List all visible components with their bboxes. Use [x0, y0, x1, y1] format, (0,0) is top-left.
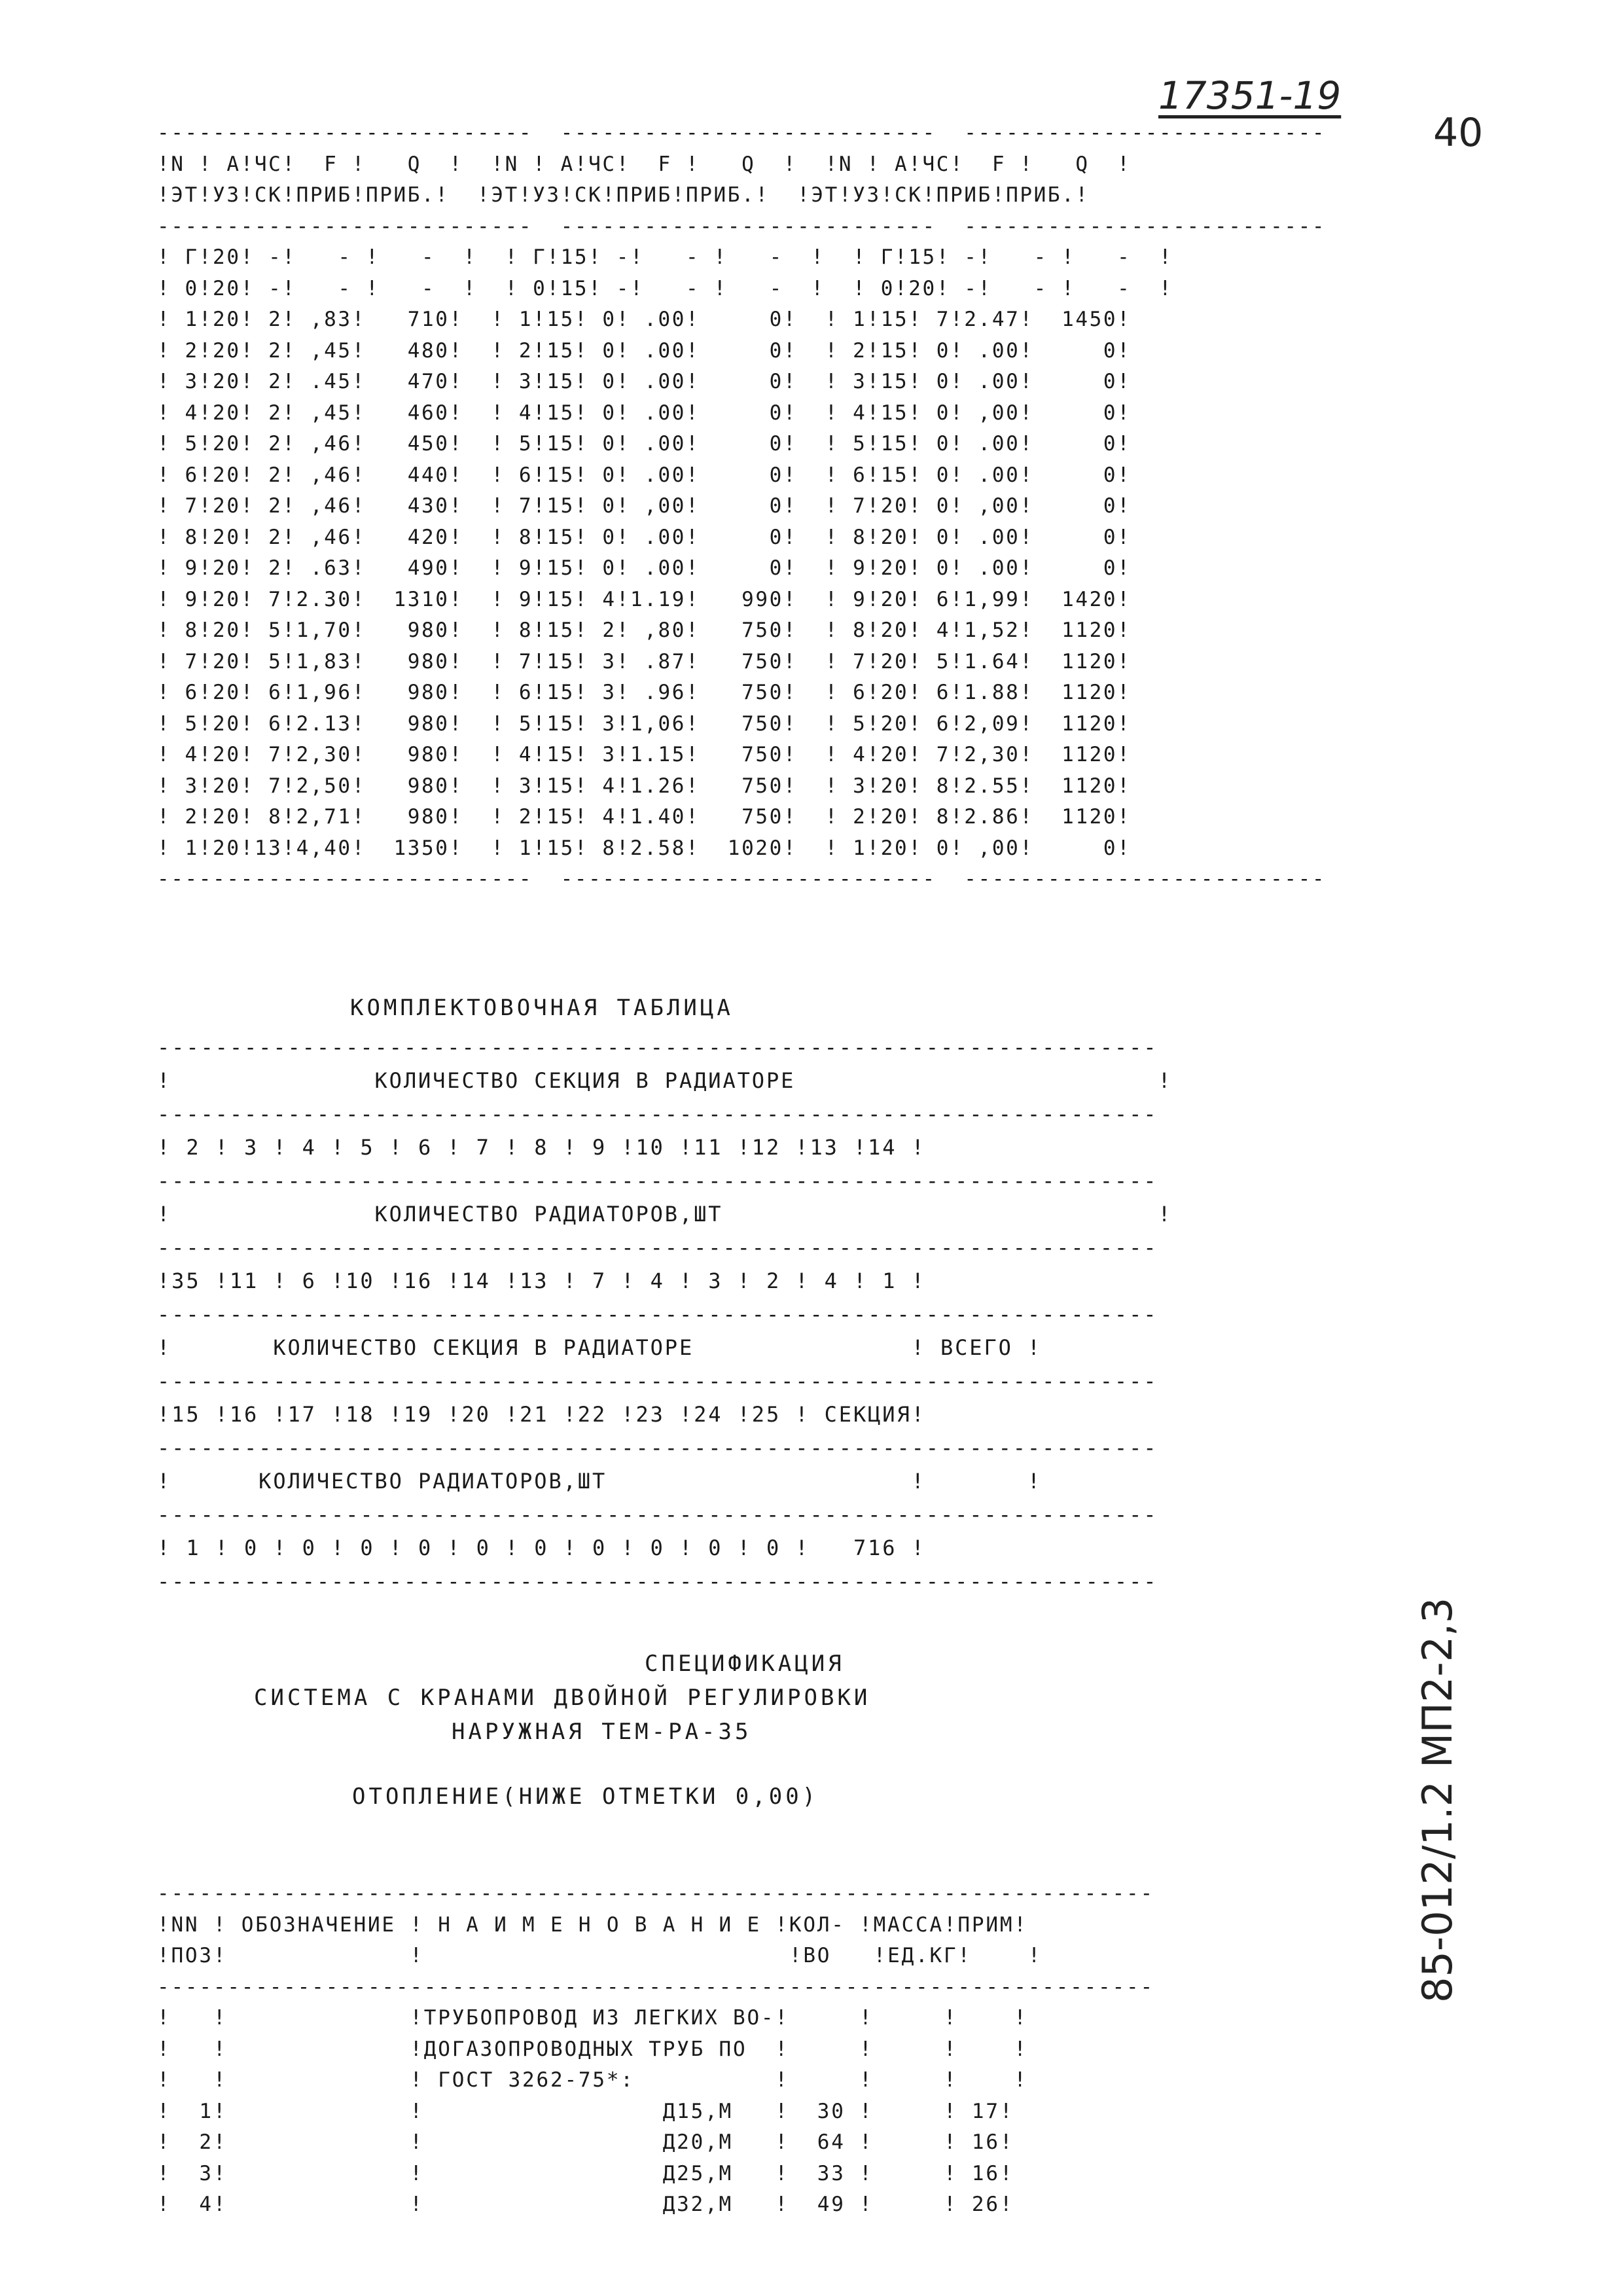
page-number: 40 — [1433, 110, 1484, 156]
spec-subtitle-heating: ОТОПЛЕНИЕ(НИЖЕ ОТМЕТКИ 0,00) — [352, 1784, 819, 1810]
radiator-data-table: --------------------------- --------------------------- -------------------------- !N ! A!ЧС! F ! Q ! !N ! A!ЧС! F ! Q ! !N ! A!ЧС! F ! Q ! !ЭТ!УЗ!СК!ПРИБ!ПРИБ.! !ЭТ!УЗ!СК!ПРИБ!ПРИБ.! !ЭТ!УЗ!СК!ПРИБ!ПРИБ.! --------------------------- --------------------------- -------------------------- ! Г!20! -! - ! - ! ! Г!15! -! - ! - ! ! Г!15! -! - ! - ! ! 0!20! -! - ! - ! ! 0!15! -! - ! - ! ! 0!20! -! - ! - ! ! 1!20! 2! ,83! 710! ! 1!15! 0! .00! 0! ! 1!15! 7!2.47! 1450! ! 2!20! 2! ,45! 480! ! 2!15! 0! .00! 0! ! 2!15! 0! .00! 0! ! 3!20! 2! .45! 470! ! 3!15! 0! .00! 0! ! 3!15! 0! .00! 0! ! 4!20! 2! ,45! 460! ! 4!15! 0! .00! 0! ! 4!15! 0! ,00! 0! ! 5!20! 2! ,46! 450! ! 5!15! 0! .00! 0! ! 5!15! 0! .00! 0! ! 6!20! 2! ,46! 440! ! 6!15! 0! .00! 0! ! 6!15! 0! .00! 0! ! 7!20! 2! ,46! 430! ! 7!15! 0! ,00! 0! ! 7!20! 0! ,00! 0! ! 8!20! 2! ,46! 420! ! 8!15! 0! .00! 0! ! 8!20! 0! .00! 0! ! 9!20! 2! .63! 490! ! 9!15! 0! .00! 0! ! 9!20! 0! .00! 0! ! 9!20! 7!2.30! 1310! ! 9!15! 4!1.19! 990! ! 9!20! 6!1,99! 1420! ! 8!20! 5!1,70! 980! ! 8!15! 2! ,80! 750! ! 8!20! 4!1,52! 1120! ! 7!20! 5!1,83! 980! ! 7!15! 3! .87! 750! ! 7!20! 5!1.64! 1120! ! 6!20! 6!1,96! 980! ! 6!15! 3! .96! 750! ! 6!20! 6!1.88! 1120! ! 5!20! 6!2.13! 980! ! 5!15! 3!1,06! 750! ! 5!20! 6!2,09! 1120! ! 4!20! 7!2,30! 980! ! 4!15! 3!1.15! 750! ! 4!20! 7!2,30! 1120! ! 3!20! 7!2,50! 980! ! 3!15! 4!1.26! 750! ! 3!20! 8!2.55! 1120! ! 2!20! 8!2,71! 980! ! 2!15! 4!1.40! 750! ! 2!20! 8!2.86! 1120! ! 1!20!13!4,40! 1350! ! 1!15! 8!2.58! 1020! ! 1!20! 0! ,00! 0! --------------------------- --------------------------- -------------------------- — [157, 121, 1327, 891]
spec-subtitle-temperature: НАРУЖНАЯ ТЕМ-РА-35 — [452, 1719, 752, 1745]
spec-title: СПЕЦИФИКАЦИЯ — [645, 1651, 845, 1677]
kit-table-title: КОМПЛЕКТОВОЧНАЯ ТАБЛИЦА — [350, 995, 734, 1021]
document-code: 85-012/1.2 МП2-2,3 — [1414, 1597, 1461, 2003]
kit-table: --------------------------------------------------------------------- ! КОЛИЧЕСТВО СЕКЦИЯ В РАДИАТОРЕ ! --------------------------------------------------------------------- ! 2 ! 3 ! 4 ! 5 ! 6 ! 7 ! 8 ! 9 !10 !11 !12 !13 !14 ! --------------------------------------------------------------------- ! КОЛИЧЕСТВО РАДИАТОРОВ,ШТ ! --------------------------------------------------------------------- !35 !11 ! 6 !10 !16 !14 !13 ! 7 ! 4 ! 3 ! 2 ! 4 ! 1 ! --------------------------------------------------------------------- ! КОЛИЧЕСТВО СЕКЦИЯ В РАДИАТОРЕ ! ВСЕГО ! --------------------------------------------------------------------- !15 !16 !17 !18 !19 !20 !21 !22 !23 !24 !25 ! СЕКЦИЯ! --------------------------------------------------------------------- ! КОЛИЧЕСТВО РАДИАТОРОВ,ШТ ! ! --------------------------------------------------------------------- ! 1 ! 0 ! 0 ! 0 ! 0 ! 0 ! 0 ! 0 ! 0 ! 0 ! 0 ! 716 ! --------------------------------------------------------------------- — [157, 1035, 1173, 1594]
spec-subtitle-system: СИСТЕМА С КРАНАМИ ДВОЙНОЙ РЕГУЛИРОВКИ — [254, 1685, 871, 1711]
specification-table: ----------------------------------------------------------------------- !NN ! ОБОЗНАЧЕНИЕ ! Н А И М Е Н О В А Н И Е !КОЛ- !МАССА!ПРИМ! !ПОЗ! ! !ВО !ЕД.КГ! ! ----------------------------------------------------------------------- ! ! !ТРУБОПРОВОД ИЗ ЛЕГКИХ ВО-! ! ! ! ! ! !ДОГАЗОПРОВОДНЫХ ТРУБ ПО ! ! ! ! ! ! ! ГОСТ 3262-75*: ! ! ! ! ! 1! ! Д15,М ! 30 ! ! 17! ! 2! ! Д20,М ! 64 ! ! 16! ! 3! ! Д25,М ! 33 ! ! 16! ! 4! ! Д32,М ! 49 ! ! 26! — [157, 1882, 1154, 2216]
archive-number: 17351-19 — [1158, 73, 1342, 118]
